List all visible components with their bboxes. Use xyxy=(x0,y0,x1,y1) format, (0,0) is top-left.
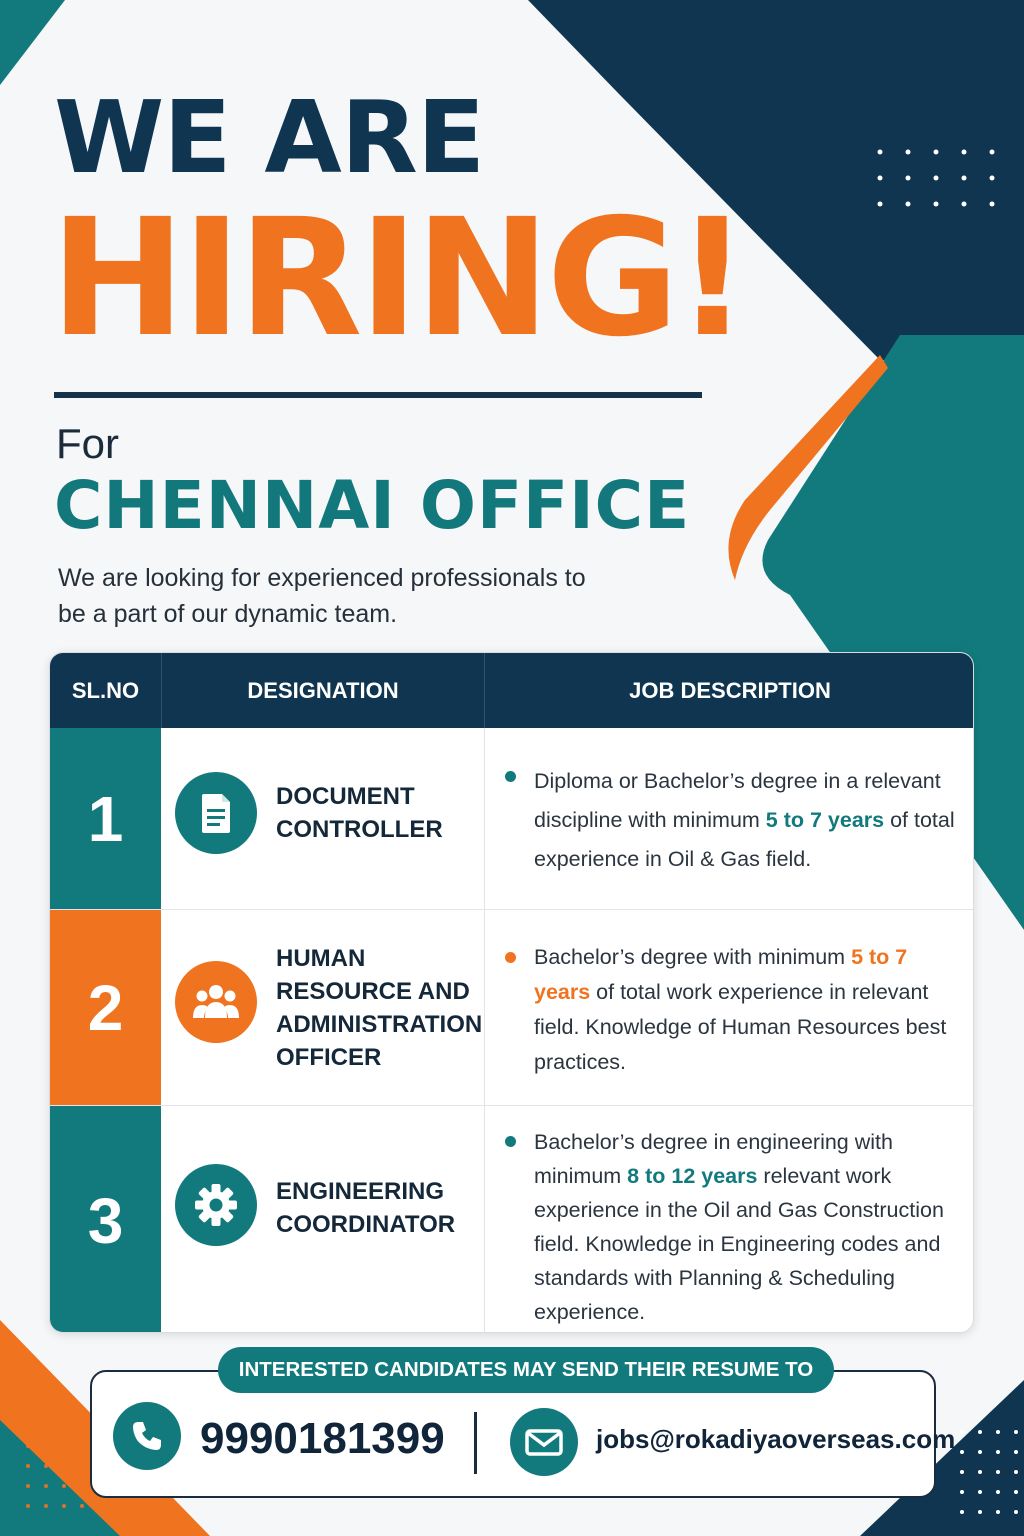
table-header xyxy=(50,653,973,728)
contact-divider xyxy=(474,1412,477,1474)
top-left-teal-shape xyxy=(0,0,65,85)
bullet xyxy=(505,1136,516,1147)
headline-hiring: HIRING! xyxy=(50,185,746,373)
description-cell xyxy=(485,728,974,909)
description-cell xyxy=(485,1106,974,1333)
row-number: 1 xyxy=(50,728,161,909)
job-description: Bachelor’s degree in engineering with minimum 8 to 12 years relevant work experience in the Oil and Gas Construction field. Knowledge in Engineering codes and standards with Planning & Scheduling experience. xyxy=(534,1130,944,1324)
header-description: JOB DESCRIPTION xyxy=(629,678,831,703)
designation-cell xyxy=(162,728,485,909)
table-row xyxy=(50,909,973,1106)
location-city: CHENNAI OFFICE xyxy=(54,467,691,544)
gear-icon xyxy=(175,1164,257,1246)
contact-heading: INTERESTED CANDIDATES MAY SEND THEIR RESUME TO xyxy=(218,1347,834,1393)
designation-cell xyxy=(162,910,485,1106)
intro-text: We are looking for experienced professionals to be a part of our dynamic team. xyxy=(58,564,586,628)
experience-highlight: 8 to 12 years xyxy=(627,1164,758,1188)
row-number: 2 xyxy=(50,910,161,1106)
experience-highlight: 5 to 7 years xyxy=(534,945,908,1004)
phone-number[interactable]: 9990181399 xyxy=(200,1414,445,1463)
header-slno: SL.NO xyxy=(71,678,140,703)
job-table xyxy=(49,652,974,1333)
phone-icon xyxy=(113,1402,181,1470)
job-description: Bachelor’s degree with minimum 5 to 7 years of total work experience in relevant field. Knowledge of Human Resources best practices. xyxy=(534,945,947,1074)
designation-cell xyxy=(162,1106,485,1333)
description-cell xyxy=(485,910,974,1106)
experience-highlight: 5 to 7 years xyxy=(765,808,885,832)
designation-label: DOCUMENT CONTROLLER xyxy=(276,783,443,843)
designation-label: HUMAN RESOURCE AND ADMINISTRATION OFFICER xyxy=(276,945,483,1071)
job-description: Diploma or Bachelor’s degree in a relevant discipline with minimum 5 to 7 years of total experience in Oil & Gas field. xyxy=(534,769,955,871)
headline-divider xyxy=(54,392,702,398)
document-icon xyxy=(175,772,257,854)
bullet xyxy=(505,952,516,963)
headline-we-are: WE ARE xyxy=(54,79,485,196)
team-icon xyxy=(175,961,257,1043)
email-address[interactable]: jobs@rokadiyaoverseas.com xyxy=(596,1424,956,1454)
header-designation: DESIGNATION xyxy=(247,678,399,703)
designation-label: ENGINEERING COORDINATOR xyxy=(276,1178,456,1238)
table-row xyxy=(50,1105,973,1333)
row-number: 3 xyxy=(50,1106,161,1333)
bullet xyxy=(505,771,516,782)
mail-icon xyxy=(510,1408,578,1476)
location-prefix: For xyxy=(56,420,119,467)
table-row xyxy=(50,728,973,909)
